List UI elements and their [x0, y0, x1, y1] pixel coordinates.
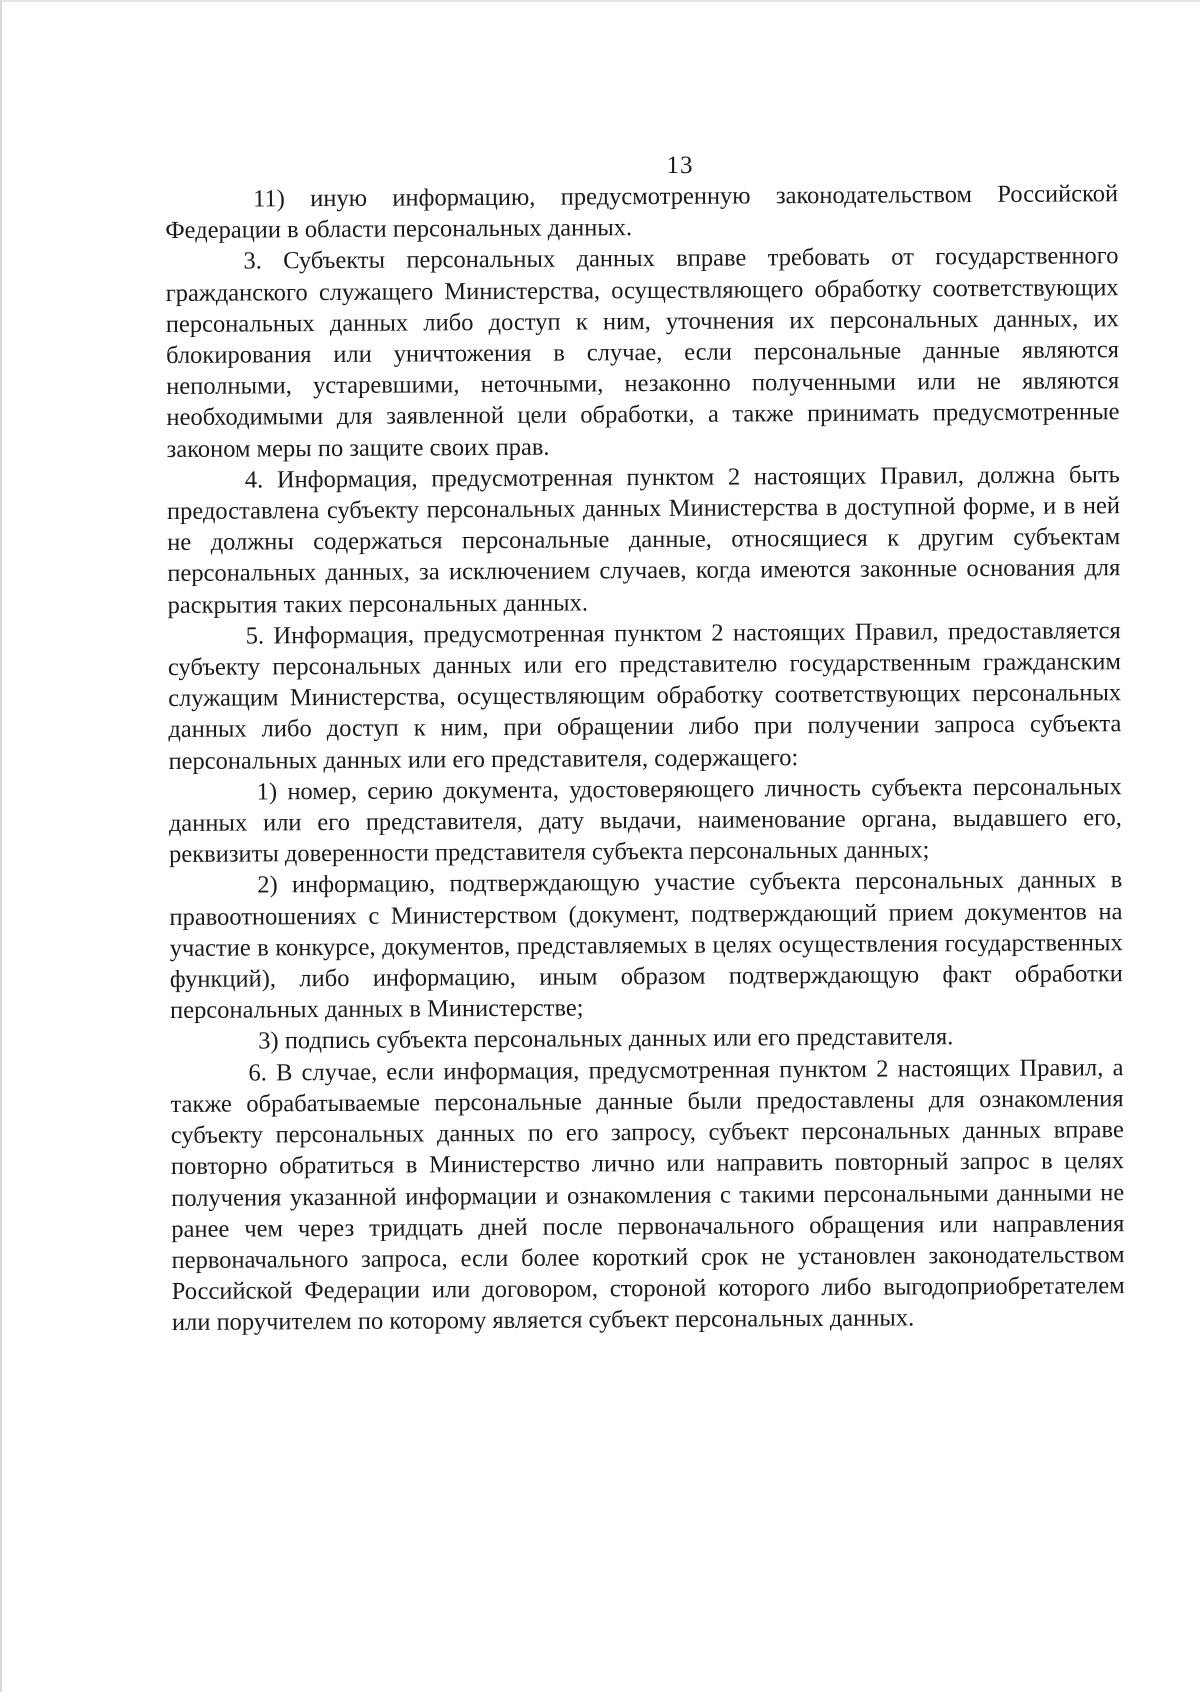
list-item-1: 1) номер, серию документа, удостоверяющего личность субъекта персональных данных или его представителя, дату выдачи, наименование органа, выдавшего его, реквизиты доверенности представителя субъекта персональных данных; [168, 773, 1122, 869]
list-item-2: 2) информацию, подтверждающую участие субъекта персональных данных в правоотношениях с Министерством (документ, подтверждающий прием документов на участие в конкурсе, документов, представляемых в целях осуществления государственных функций), либо информацию, иным образом подтверждающую факт обработки персональных данных в Министерстве; [169, 866, 1123, 1025]
list-item-3: 3) подпись субъекта персональных данных или его представителя. [258, 1023, 954, 1055]
paragraph-5: 5. Информация, предусмотренная пунктом 2 настоящих Правил, предоставляется субъекту персональных данных или его представителю государственным гражданским служащим Министерства, осуществляющим обработку соответствующих персональных данных либо доступ к ним, при обращении либо при получении запроса субъекта персональных данных или его представителя, содержащего: [167, 617, 1122, 775]
paragraph-4: 4. Информация, предусмотренная пунктом 2 настоящих Правил, должна быть предоставлена субъекту персональных данных Министерства в доступной форме, и в ней не должны содержаться персональные данные, относящиеся к другим субъектам персональных данных, за исключением случаев, когда имеются законные основания для раскрытия таких персональных данных. [166, 461, 1121, 619]
paragraph-6: 6. В случае, если информация, предусмотренная пунктом 2 настоящих Правил, а также обрабатываемые персональные данные были предоставлены для ознакомления субъекту персональных данных по его запросу, субъект персональных данных вправе повторно обратиться в Министерство лично или направить повторный запрос в целях получения указанной информации и ознакомления с такими персональными данными не ранее чем через тридцать дней после первоначального обращения или направления первоначального запроса, если более короткий срок не установлен законодательством Российской Федерации или договором, стороной которого либо выгодоприобретателем или поручителем по которому является субъект персональных данных. [170, 1053, 1125, 1337]
list-item-11: 11) иную информацию, предусмотренную законодательством Российской Федерации в области персональных данных. [165, 180, 1119, 245]
paragraph-3: 3. Субъекты персональных данных вправе требовать от государственного гражданского служащего Министерства, осуществляющего обработку соответствующих персональных данных либо доступ к ним, уточнения их персональных данных, их блокирования или уничтожения в случае, если персональные данные являются неполными, устаревшими, неточными, незаконно полученными или не являются необходимыми для заявленной цели обработки, а также принимать предусмотренные законом меры по защите своих прав. [165, 242, 1120, 463]
page-number: 13 [666, 152, 694, 179]
document-body [165, 178, 1125, 1338]
